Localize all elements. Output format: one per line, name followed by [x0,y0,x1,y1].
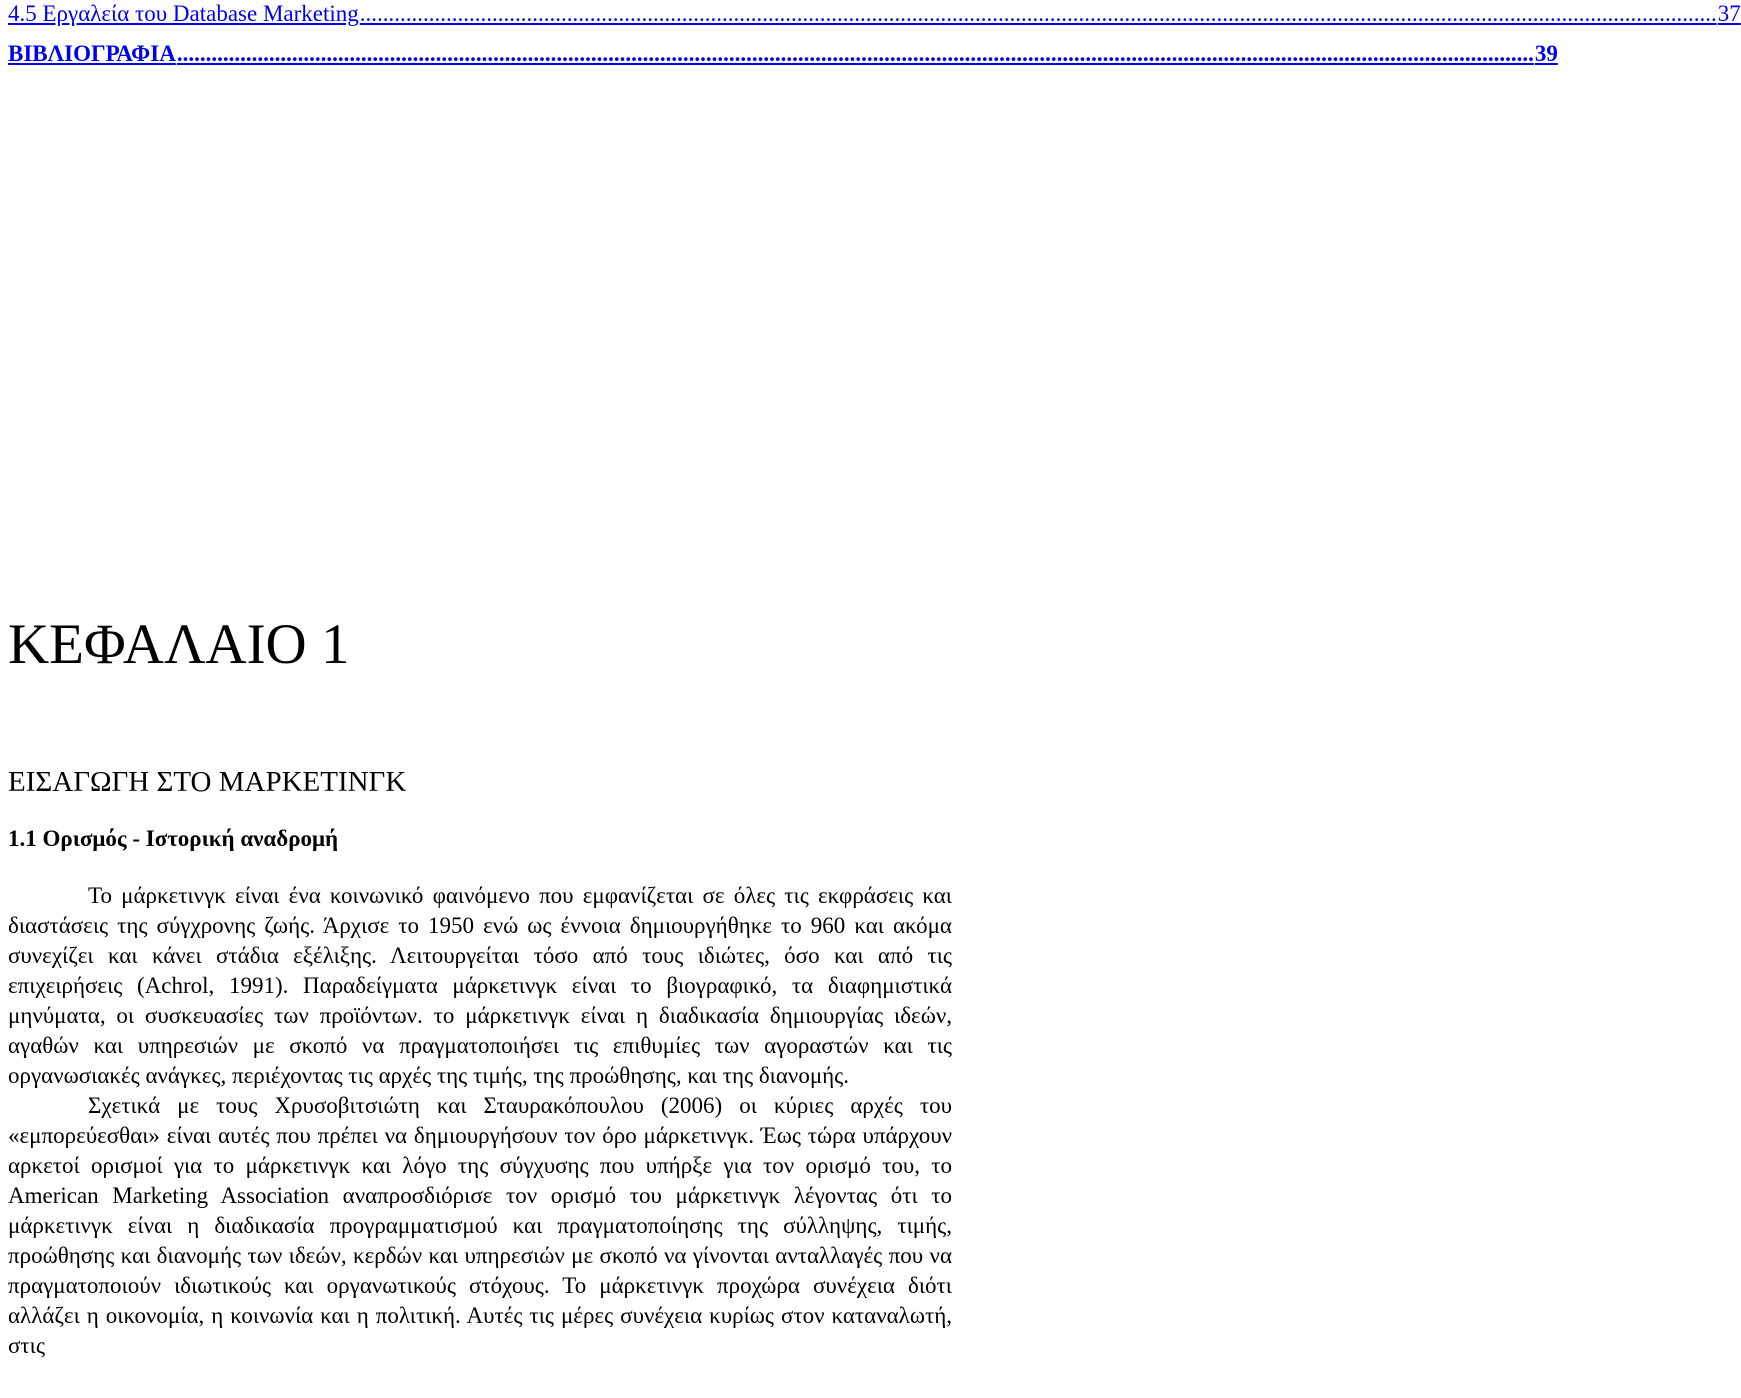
toc-leader-dots: ............................................................................................................................................................................................................................................ [359,1,1717,26]
toc-page-number[interactable]: 37 [1717,1,1741,26]
paragraph: Το μάρκετινγκ είναι ένα κοινωνικό φαινόμενο που εμφανίζεται σε όλες τις εκφράσεις και διαστάσεις της σύγχρονης ζωής. Άρχισε το 1950 ενώ ως έννοια δημιουργήθηκε το 960 και ακόμα συνεχίζει και κάνει στάδια εξέλιξης. Λειτουργείται τόσο από τους ιδιώτες, όσο και από τις επιχειρήσεις (Achrol, 1991). Παραδείγματα μάρκετινγκ είναι το βιογραφικό, τα διαφημιστικά μηνύματα, οι συσκευασίες των προϊόντων. το μάρκετινγκ είναι η διαδικασία δημιουργίας ιδεών, αγαθών και υπηρεσιών με σκοπό να πραγματοποιήσει τις επιθυμίες των αγοραστών και τις οργανωσιακές ανάγκες, περιέχοντας τις αρχές της τιμής, της προώθησης, και της διανομής. [8,883,952,1088]
table-of-contents [8,0,1741,80]
section-heading: 1.1 Ορισμός - Ιστορική αναδρομή [8,826,339,851]
chapter-title: ΚΕΦΑΛΑΙΟ 1 [8,613,350,676]
toc-entry-bibliography[interactable] [8,40,1558,80]
chapter-subtitle: ΕΙΣΑΓΩΓΗ ΣΤΟ ΜΑΡΚΕΤΙΝΓΚ [8,766,407,798]
toc-entry-label[interactable]: 4.5 Εργαλεία του Database Marketing [8,1,359,26]
paragraph: Σχετικά με τους Χρυσοβιτσιώτη και Σταυρακόπουλου (2006) οι κύριες αρχές του «εμπορεύεσθαι» είναι αυτές που πρέπει να δημιουργήσουν τον όρο μάρκετινγκ. Έως τώρα υπάρχουν αρκετοί ορισμοί για το μάρκετινγκ και λόγο της σύγχυσης που υπήρξε για τον ορισμό του, το American Marketing Association αναπροσδιόρισε τον ορισμό του μάρκετινγκ λέγοντας ότι το μάρκετινγκ είναι η διαδικασία προγραμματισμού και πραγματοποίησης της σύλληψης, τιμής, προώθησης και διανομής των ιδεών, κερδών και υπηρεσιών με σκοπό να γίνονται ανταλλαγές που να πραγματοποιούν ιδιωτικούς και οργανωτικούς στόχους. Το μάρκετινγκ προχώρα συνέχεια διότι αλλάζει η οικονομία, η κοινωνία και η πολιτική. Αυτές τις μέρες συνέχεια κυρίως στον καταναλωτή, στις [8,1093,952,1358]
toc-entry-database-marketing-tools[interactable] [8,0,1741,40]
toc-leader-dots: ............................................................................................................................................................................................................................................ [176,41,1534,66]
body-text [8,881,952,1361]
toc-entry-label[interactable]: ΒΙΒΛΙΟΓΡΑΦΙΑ [8,41,176,66]
toc-page-number[interactable]: 39 [1534,41,1558,66]
